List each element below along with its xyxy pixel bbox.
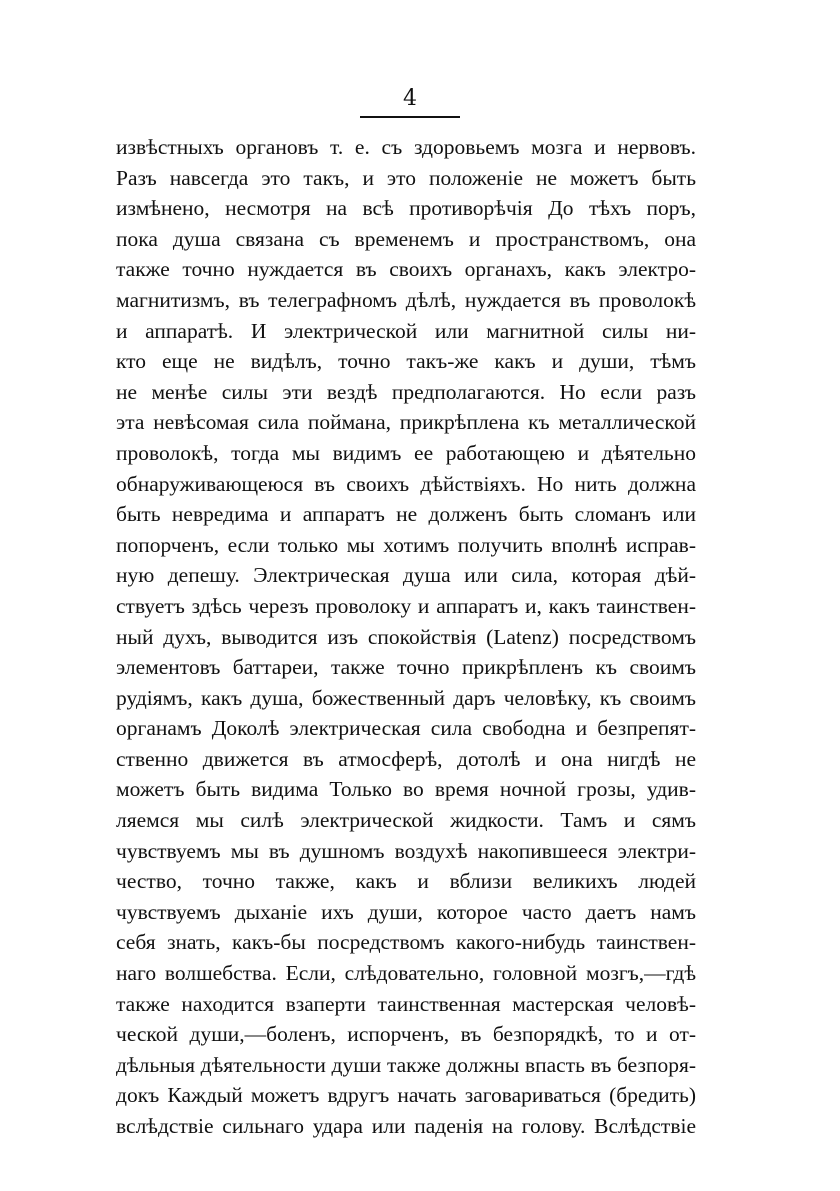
text-line: также находится взаперти таинственная мастерская человѣ-	[116, 991, 696, 1016]
text-line: органамъ Доколѣ электрическая сила свободна и безпрепят-	[116, 716, 696, 741]
text-line: и аппаратѣ. И электрической или магнитной силы ни-	[116, 318, 696, 343]
text-line: наго волшебства. Если, слѣдовательно, головной мозгъ,—гдѣ	[116, 961, 696, 986]
body-text	[116, 132, 696, 1142]
header-rule	[360, 116, 460, 118]
text-line: обнаруживающеюся въ своихъ дѣйствіяхъ. Но нить должна	[116, 471, 696, 496]
text-line: ную депешу. Электрическая душа или сила, которая дѣй-	[116, 563, 696, 588]
text-line: магнитизмъ, въ телеграфномъ дѣлѣ, нуждается въ проволокѣ	[116, 287, 696, 312]
text-line: элементовъ баттареи, также точно прикрѣпленъ къ своимъ	[116, 655, 696, 680]
text-line: измѣнено, несмотря на всѣ противорѣчія До тѣхъ поръ,	[116, 196, 696, 221]
text-line: чувствуемъ мы въ душномъ воздухѣ накопившееся электри-	[116, 838, 696, 863]
text-line: не менѣе силы эти вездѣ предполагаются. Но если разъ	[116, 379, 696, 404]
page-number: 4	[403, 86, 417, 111]
text-line: также точно нуждается въ своихъ органахъ, какъ электро-	[116, 257, 696, 282]
text-line: проволокѣ, тогда мы видимъ ее работающею и дѣятельно	[116, 440, 696, 465]
text-line: себя знать, какъ-бы посредствомъ какого-нибудь таинствен-	[116, 930, 696, 955]
text-line: извѣстныхъ органовъ т. е. съ здоровьемъ мозга и нервовъ.	[116, 135, 696, 159]
text-line: ный духъ, выводится изъ спокойствія (Latenz) посредствомъ	[116, 624, 696, 649]
text-line: быть невредима и аппаратъ не долженъ быть сломанъ или	[116, 502, 696, 527]
text-line: попорченъ, если только мы хотимъ получить вполнѣ исправ-	[116, 532, 696, 557]
text-line: чувствуемъ дыханіе ихъ души, которое часто даетъ намъ	[116, 899, 696, 924]
text-line: вслѣдствіе сильнаго удара или паденія на голову. Вслѣдствіе	[116, 1114, 696, 1138]
text-line: ляемся мы силѣ электрической жидкости. Тамъ и сямъ	[116, 808, 696, 833]
text-line: можетъ быть видима Только во время ночной грозы, удив-	[116, 777, 696, 802]
text-line: чество, точно также, какъ и вблизи великихъ людей	[116, 869, 696, 894]
text-line: ственно движется въ атмосферѣ, дотолѣ и она нигдѣ не	[116, 746, 696, 771]
text-line: докъ Каждый можетъ вдругъ начать заговариваться (бредить)	[116, 1083, 696, 1108]
text-line: ческой души,—боленъ, испорченъ, въ безпорядкѣ, то и от-	[116, 1022, 696, 1047]
text-line: эта невѣсомая сила поймана, прикрѣплена къ металлической	[116, 410, 696, 435]
text-line: пока душа связана съ временемъ и пространствомъ, она	[116, 226, 696, 251]
text-line: ствуетъ здѣсь черезъ проволоку и аппаратъ и, какъ таинствен-	[116, 593, 696, 618]
text-line: кто еще не видѣлъ, точно такъ-же какъ и души, тѣмъ	[116, 349, 696, 374]
text-line: рудіямъ, какъ душа, божественный даръ человѣку, къ своимъ	[116, 685, 696, 710]
text-line: дѣльныя дѣятельности души также должны впасть въ безпоря-	[116, 1052, 696, 1077]
text-line: Разъ навсегда это такъ, и это положеніе не можетъ быть	[116, 165, 696, 190]
